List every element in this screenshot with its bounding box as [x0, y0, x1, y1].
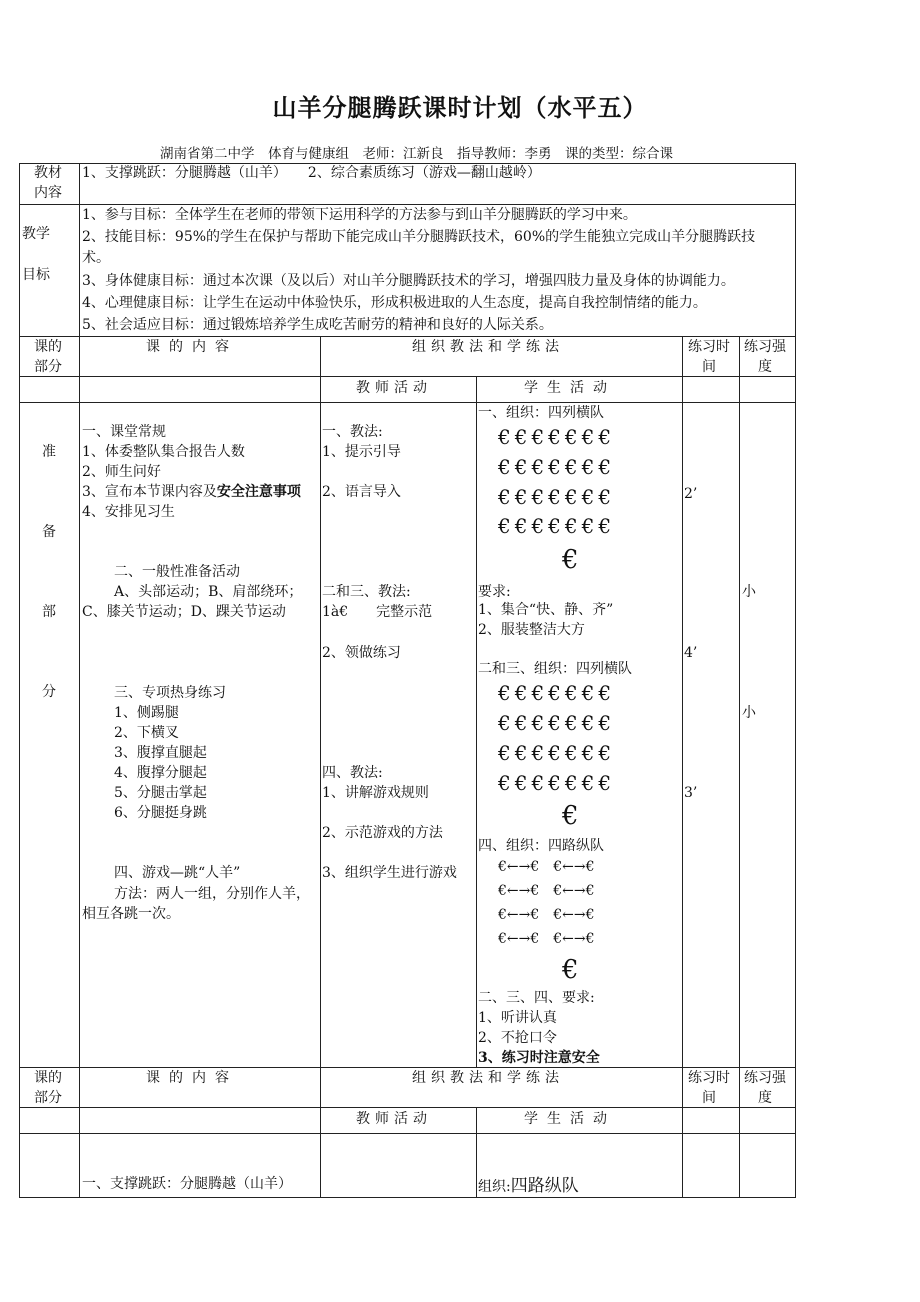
pair-row: €←→€ €←→€	[498, 931, 595, 947]
header-part: 课的	[34, 339, 62, 355]
header-intensity: 度	[758, 359, 772, 375]
student-line	[478, 1176, 579, 1197]
student-line: 四、组织：四路纵队	[478, 838, 604, 854]
formation-row: €€€€€€€	[498, 514, 616, 538]
subtitle: 湖南省第二中学 体育与健康组 老师：江新良 指导教师：李勇 课的类型：综合课	[160, 146, 673, 162]
content-line: 四、游戏—跳“人羊”	[114, 865, 241, 881]
header-time: 练习时	[688, 1070, 730, 1086]
content-text: 3、宣布本节课内容及	[82, 484, 217, 500]
goal-item: 4、心理健康目标：让学生在运动中体验快乐，形成积极进取的人生态度，提高自我控制情绪的能力。	[82, 295, 707, 311]
page-title: 山羊分腿腾跃课时计划（水平五）	[272, 93, 648, 122]
pair-row: €←→€ €←→€	[498, 859, 595, 875]
header-student: 学生活动	[524, 1111, 616, 1127]
safety-emphasis: 安全注意事项	[216, 484, 301, 500]
practice-time: 2’	[684, 486, 698, 502]
teacher-line: 3、组织学生进行游戏	[322, 865, 457, 881]
student-line: 二和三、组织：四列横队	[478, 661, 632, 677]
pair-row: €←→€ €←→€	[498, 907, 595, 923]
teacher-line: 一、教法:	[322, 424, 383, 440]
teacher-line: 二和三、教法:	[322, 584, 411, 600]
header-teacher: 教师活动	[356, 1111, 432, 1127]
header-content: 课的内容	[146, 1070, 238, 1086]
formation-row: €€€€€€€	[498, 485, 616, 509]
part-char: 部	[42, 604, 56, 620]
content-line: 方法：两人一组，分别作人羊，	[114, 886, 310, 902]
content-line: 6、分腿挺身跳	[114, 805, 207, 821]
part-char: 分	[42, 684, 56, 700]
goals-label: 目标	[22, 267, 50, 283]
student-line: 1、集合“快、静、齐”	[478, 602, 614, 618]
header-methods: 组织教法和学练法	[412, 339, 564, 355]
formation-row: €€€€€€€	[498, 711, 616, 735]
goal-item: 1、参与目标：全体学生在老师的带领下运用科学的方法参与到山羊分腿腾跃的学习中来。	[82, 207, 637, 223]
header-intensity: 练习强	[744, 1070, 786, 1086]
goal-item: 术。	[82, 250, 110, 266]
content-line	[82, 482, 301, 502]
header-student: 学生活动	[524, 380, 616, 396]
material-label: 内容	[34, 185, 62, 201]
teacher-line: 2、语言导入	[322, 484, 401, 500]
header-part: 课的	[34, 1070, 62, 1086]
content-line: 一、课堂常规	[82, 424, 166, 440]
student-line: 2、服装整洁大方	[478, 622, 585, 638]
teacher-position: €	[562, 801, 579, 831]
teacher-line: 四、教法:	[322, 765, 383, 781]
student-org-prefix: 组织:	[478, 1179, 511, 1195]
content-line: 2、师生问好	[82, 464, 161, 480]
practice-time: 3’	[684, 785, 698, 801]
header-part: 部分	[34, 359, 62, 375]
content-line: 相互各跳一次。	[82, 906, 180, 922]
student-org: 四路纵队	[510, 1176, 579, 1196]
content-line: 二、一般性准备活动	[114, 564, 240, 580]
content-line: 4、腹撑分腿起	[114, 765, 207, 781]
teacher-line: 2、示范游戏的方法	[322, 825, 443, 841]
teacher-line: 1、提示引导	[322, 444, 401, 460]
goals-label: 教学	[22, 226, 50, 242]
practice-time: 4’	[684, 645, 698, 661]
part-char: 备	[42, 524, 56, 540]
content-line: 一、支撑跳跃：分腿腾越（山羊）	[82, 1176, 292, 1192]
teacher-line: 2、领做练习	[322, 645, 401, 661]
formation-row: €€€€€€€	[498, 681, 616, 705]
material-content: 1、支撑跳跃：分腿腾越（山羊） 2、综合素质练习（游戏—翻山越岭）	[82, 165, 541, 181]
part-char: 准	[42, 444, 56, 460]
formation-row: €€€€€€€	[498, 425, 616, 449]
content-line: 3、腹撑直腿起	[114, 745, 207, 761]
student-line: 1、听讲认真	[478, 1010, 557, 1026]
student-line: 3、练习时注意安全	[478, 1050, 600, 1066]
content-line: 4、安排见习生	[82, 504, 175, 520]
teacher-position: €	[562, 955, 579, 985]
formation-row: €€€€€€€	[498, 455, 616, 479]
material-label: 教材	[34, 165, 62, 181]
content-line: 2、下横叉	[114, 725, 179, 741]
header-time: 间	[702, 1090, 716, 1106]
teacher-position: €	[562, 545, 579, 575]
formation-row: €€€€€€€	[498, 741, 616, 765]
pair-row: €←→€ €←→€	[498, 883, 595, 899]
student-line: 要求:	[478, 584, 511, 600]
student-line: 二、三、四、要求:	[478, 990, 595, 1006]
header-methods: 组织教法和学练法	[412, 1070, 564, 1086]
content-line: 5、分腿击掌起	[114, 785, 207, 801]
formation-row: €€€€€€€	[498, 771, 616, 795]
header-part: 部分	[34, 1090, 62, 1106]
intensity-value: 小	[742, 705, 756, 721]
content-line: C、膝关节运动；D、踝关节运动	[82, 604, 286, 620]
content-line: 三、专项热身练习	[114, 685, 226, 701]
header-content: 课的内容	[146, 339, 238, 355]
header-time: 间	[702, 359, 716, 375]
goal-item: 3、身体健康目标：通过本次课（及以后）对山羊分腿腾跃技术的学习，增强四肢力量及身体的协调能力。	[82, 273, 735, 289]
content-line: 1、体委整队集合报告人数	[82, 444, 245, 460]
student-line: 2、不抢口令	[478, 1030, 557, 1046]
header-intensity: 练习强	[744, 339, 786, 355]
intensity-value: 小	[742, 584, 756, 600]
goal-item: 2、技能目标：95%的学生在保护与帮助下能完成山羊分腿腾跃技术，60%的学生能独立完成山羊分腿腾跃技	[82, 229, 756, 245]
teacher-line: 1à€ 完整示范	[322, 604, 433, 620]
header-time: 练习时	[688, 339, 730, 355]
goal-item: 5、社会适应目标：通过锻炼培养学生成吃苦耐劳的精神和良好的人际关系。	[82, 317, 553, 333]
content-line: 1、侧踢腿	[114, 705, 179, 721]
content-line: A、头部运动；B、肩部绕环；	[114, 584, 303, 600]
header-intensity: 度	[758, 1090, 772, 1106]
teacher-line: 1、讲解游戏规则	[322, 785, 429, 801]
student-line: 一、组织：四列横队	[478, 405, 604, 421]
header-teacher: 教师活动	[356, 380, 432, 396]
